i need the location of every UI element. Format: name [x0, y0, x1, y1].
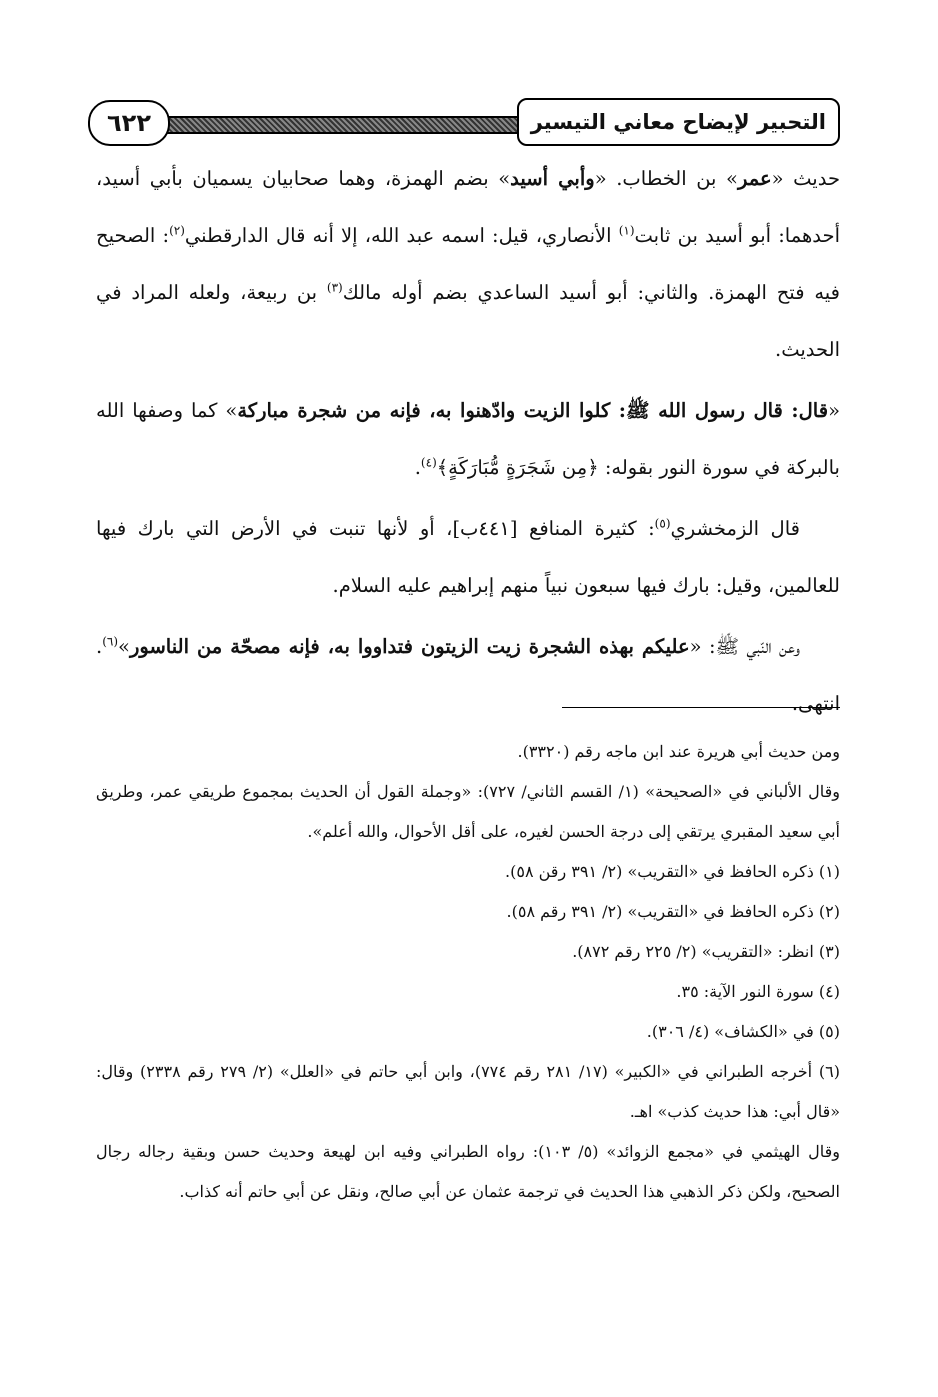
footnote-line: (١) ذكره الحافظ في «التقريب» (٢/ ٣٩١ رقن ٥٨).	[505, 862, 840, 881]
book-title: التحبير لإيضاح معاني التيسير	[517, 98, 840, 146]
paragraph-2	[96, 382, 840, 496]
footnote-ref: (٤)	[420, 455, 437, 470]
footnote-line: وقال الهيثمي في «مجمع الزوائد» (٥/ ١٠٣): رواه الطبراني وفيه ابن لهيعة وحديث حسن وبقية رجاله رجال الصحيح، ولكن ذكر الذهبي هذا الحديث في ترجمة عثمان عن أبي صالح، ونقل عن أبي حاتم أنه كذاب.	[96, 1142, 841, 1201]
text-run: » بن الخطاب. «	[594, 167, 738, 190]
paragraph-3	[96, 500, 840, 614]
page-header	[88, 98, 840, 150]
text-run: » بضم الهمزة، وهما صحابيان يسميان بأبي أسيد، أحدهما: أبو أسيد بن ثابت	[96, 167, 840, 247]
text-run: الأنصاري، قيل: اسمه عبد الله، إلا أنه قال الدارقطني	[184, 224, 619, 247]
footnote-ref: (٣)	[326, 280, 343, 295]
text-run: بن ربيعة، ولعله المراد في الحديث.	[96, 281, 840, 361]
footnote-line: (٢) ذكره الحافظ في «التقريب» (٢/ ٣٩١ رقم ٥٨).	[506, 902, 840, 921]
paragraph-1	[96, 150, 840, 378]
footnote-ref: (٢)	[169, 223, 185, 238]
text-run: . انتهى.	[96, 635, 840, 715]
footnote-ref: (٥)	[654, 516, 671, 531]
footnotes	[96, 732, 840, 1212]
text-run: «	[828, 399, 840, 422]
footnote-line: (٤) سورة النور الآية: ٣٥.	[676, 982, 840, 1001]
text-run: : الصحيح فيه فتح الهمزة. والثاني: أبو أسيد الساعدي بضم أوله مالك	[96, 224, 840, 304]
footnote-divider	[562, 707, 840, 708]
page-number: ٦٢٢	[88, 100, 170, 146]
footnote-line: (٣) انظر: «التقريب» (٢/ ٢٢٥ رقم ٨٧٢).	[572, 942, 840, 961]
text-run: : كثيرة المنافع [٤٤١ب]، أو لأنها تنبت في الأرض التي بارك فيها للعالمين، وقيل: بارك فيها سبعون نبياً منهم إبراهيم عليه السلام.	[96, 517, 840, 597]
footnote-ref: (٦)	[102, 634, 119, 649]
text-run: .	[414, 456, 421, 479]
footnote-line: ومن حديث أبي هريرة عند ابن ماجه رقم (٣٣٢٠).	[517, 742, 840, 761]
paragraph-4	[96, 618, 840, 732]
text-run: وعن النّبي ﷺ: «	[689, 635, 800, 658]
footnote-line: (٦) أخرجه الطبراني في «الكبير» (١٧/ ٢٨١ رقم ٧٧٤)، وابن أبي حاتم في «العلل» (٢/ ٢٧٩ رقم ٢٣٣٨) وقال: «قال أبي: هذا حديث كذب» اهـ.	[96, 1062, 840, 1121]
bold-term: وأبي أسيد	[510, 167, 595, 190]
text-run: »	[118, 635, 130, 658]
text-run: حديث «	[771, 167, 841, 190]
bold-term: عمر	[737, 167, 772, 190]
text-run: » كما وصفها الله بالبركة في سورة النور بقوله: ﴿مِن شَجَرَةٍ مُّبَارَكَةٍ﴾	[96, 399, 840, 479]
footnote-line: (٥) في «الكشاف» (٤/ ٣٠٦).	[646, 1022, 840, 1041]
footnote-ref: (١)	[618, 223, 635, 238]
main-text	[96, 150, 840, 736]
text-run: قال الزمخشري	[670, 517, 800, 540]
bold-hadith: عليكم بهذه الشجرة زيت الزيتون فتداووا به، فإنه مصحّة من الناسور	[129, 635, 690, 658]
bold-hadith: قال: قال رسول الله ﷺ: كلوا الزيت وادّهنوا به، فإنه من شجرة مباركة	[237, 399, 829, 422]
footnote-line: وقال الألباني في «الصحيحة» (١/ القسم الثاني/ ٧٢٧): «وجملة القول أن الحديث بمجموع طريقي عمر، وطريق أبي سعيد المقبري يرتقي إلى درجة الحسن لغيره، على أقل الأحوال، والله أعلم».	[96, 782, 841, 841]
